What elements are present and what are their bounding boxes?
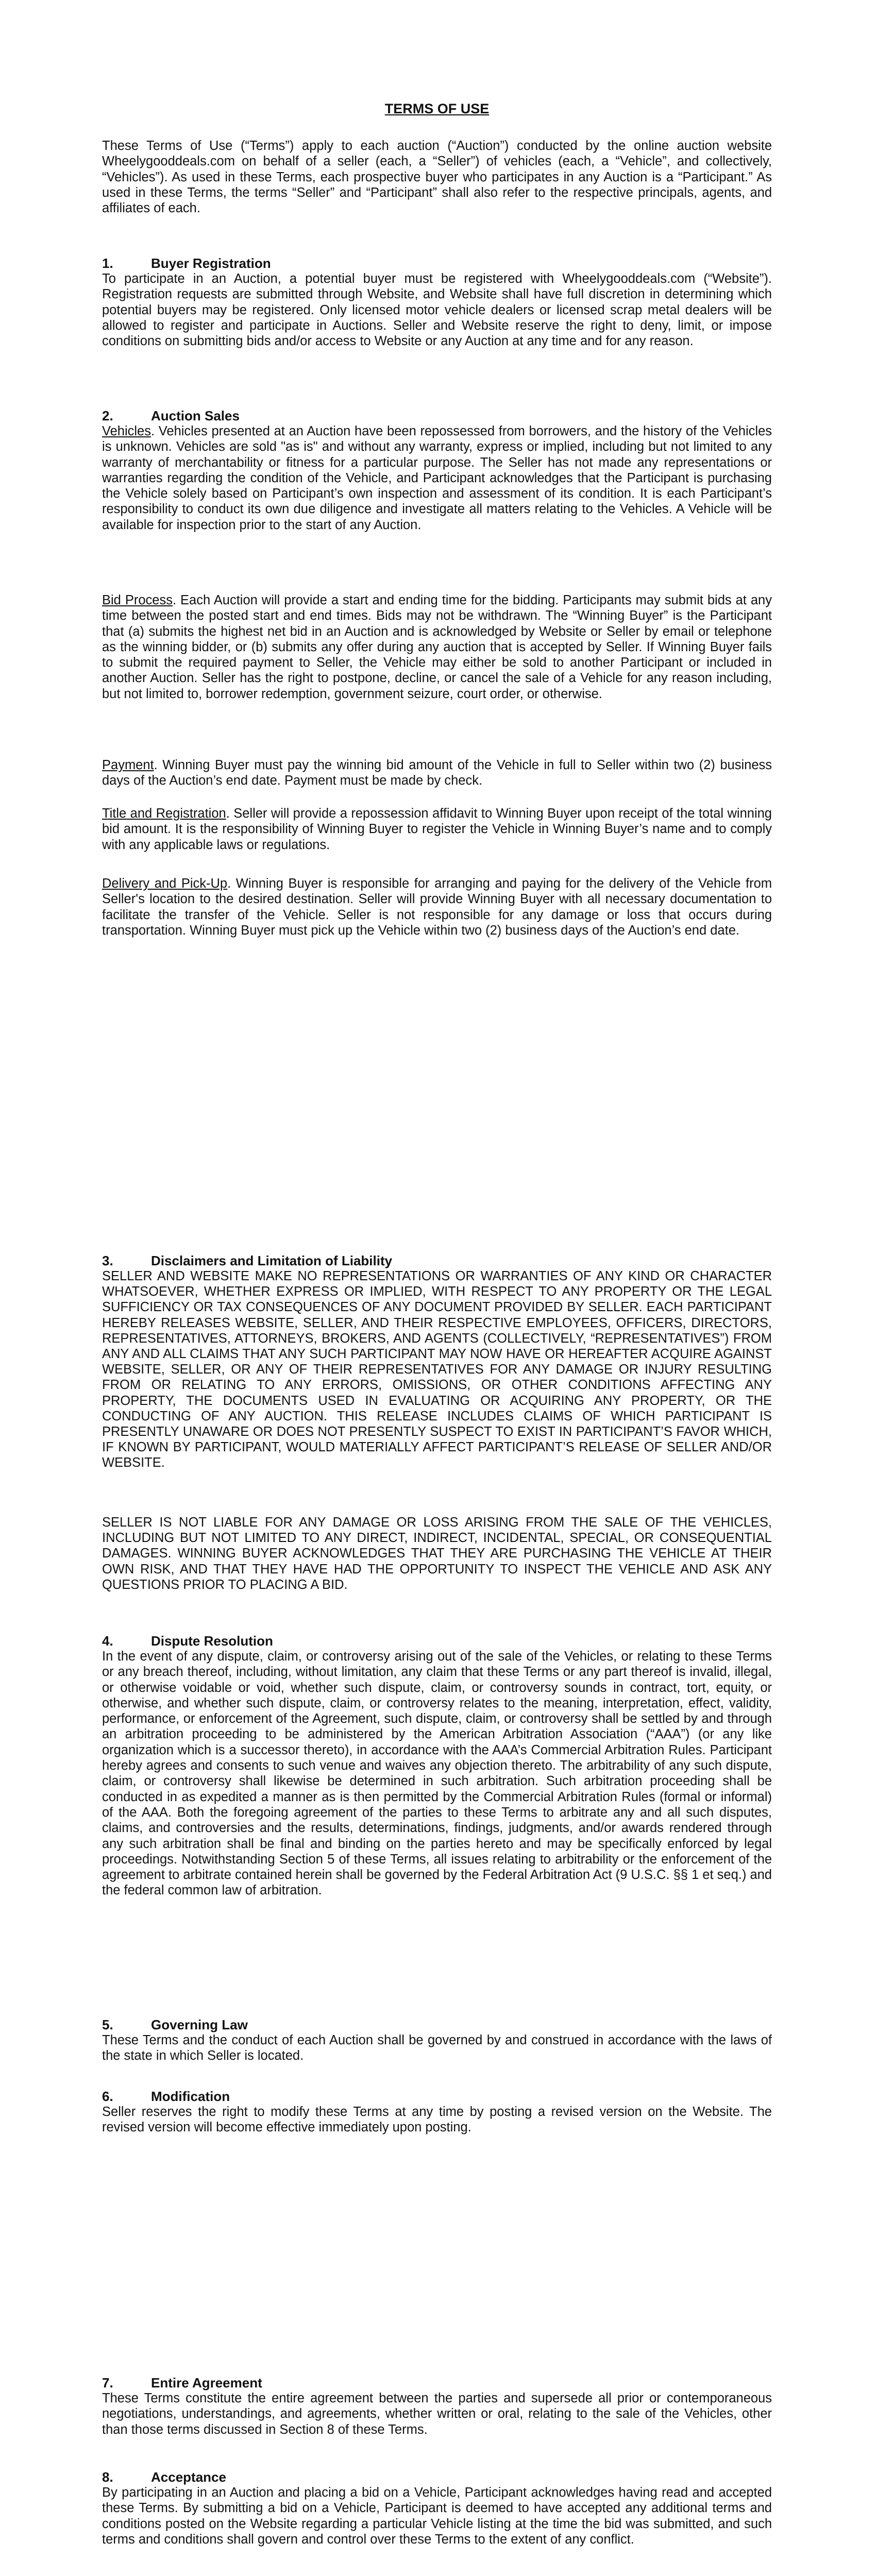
section-title: Disclaimers and Limitation of Liability	[151, 1253, 393, 1268]
section-disclaimers	[102, 1253, 772, 1471]
section-number: 1.	[102, 256, 113, 271]
section-heading	[102, 1633, 772, 1649]
subheading-title-registration: Title and Registration	[102, 806, 226, 821]
title-registration-text: . Seller will provide a repossession affidavit to Winning Buyer upon receipt of the total winning bid amount. It is the responsibility of Winning Buyer to register the Vehicle in Winning Buyer’s name and to comply with any applicable laws or regulations.	[102, 806, 772, 852]
subheading-vehicles: Vehicles	[102, 424, 151, 438]
vehicles-text: . Vehicles presented at an Auction have been repossessed from borrowers, and the history of the Vehicles is unknown. Vehicles are sold "as is" and without any warranty, express or implied, including but not limited to any warranty of merchantability or fitness for a particular purpose. The Seller has not made any representations or warranties regarding the condition of the Vehicle, and Participant acknowledges that the Participant is purchasing the Vehicle solely based on Participant’s own inspection and assessment of its condition. It is each Participant’s responsibility to conduct its own due diligence and investigate all matters relating to the Vehicles. A Vehicle will be available for inspection prior to the start of any Auction.	[102, 424, 772, 532]
section-heading	[102, 408, 772, 423]
section-heading	[102, 2375, 772, 2391]
bid-process-paragraph	[102, 592, 772, 702]
section-heading	[102, 256, 772, 271]
section-governing-law	[102, 2017, 772, 2064]
delivery-subsection	[102, 876, 772, 938]
bid-process-subsection	[102, 592, 772, 702]
section-number: 5.	[102, 2017, 113, 2032]
section-title: Governing Law	[151, 2017, 248, 2032]
payment-text: . Winning Buyer must pay the winning bid amount of the Vehicle in full to Seller within two (2) business days of the Auction’s end date. Payment must be made by check.	[102, 758, 772, 788]
section-body: These Terms and the conduct of each Auction shall be governed by and construed in accordance with the laws of the state in which Seller is located.	[102, 2033, 772, 2063]
intro-section	[102, 138, 772, 216]
section-number: 2.	[102, 408, 113, 423]
section-body: These Terms constitute the entire agreement between the parties and supersede all prior or contemporaneous negotiations, understandings, and agreements, whether written or oral, relating to the sale of the Vehicles, other than those terms discussed in Section 8 of these Terms.	[102, 2391, 772, 2437]
section-auction-sales	[102, 408, 772, 533]
title-registration-paragraph	[102, 806, 772, 853]
vehicles-paragraph	[102, 423, 772, 533]
section-dispute-resolution	[102, 1633, 772, 1899]
subheading-bid-process: Bid Process	[102, 593, 173, 607]
disclaimer-paragraph-1: SELLER AND WEBSITE MAKE NO REPRESENTATIONS OR WARRANTIES OF ANY KIND OR CHARACTER WHATSOEVER, WHETHER EXPRESS OR IMPLIED, WITH RESPECT TO ANY PROPERTY OR THE LEGAL SUFFICIENCY OR TAX CONSEQUENCES OF ANY DOCUMENT PROVIDED BY SELLER. EACH PARTICIPANT HEREBY RELEASES WEBSITE, SELLER, AND THEIR RESPECTIVE EMPLOYEES, OFFICERS, DIRECTORS, REPRESENTATIVES, ATTORNEYS, BROKERS, AND AGENTS (COLLECTIVELY, “REPRESENTATIVES”) FROM ANY AND ALL CLAIMS THAT ANY SUCH PARTICIPANT MAY NOW HAVE OR HEREAFTER ACQUIRE AGAINST WEBSITE, SELLER, OR ANY OF THEIR REPRESENTATIVES FOR ANY DAMAGE OR INJURY RESULTING FROM OR RELATING TO ANY ERRORS, OMISSIONS, OR OTHER CONDITIONS AFFECTING ANY PROPERTY, THE DOCUMENTS USED IN EVALUATING OR ACQUIRING ANY PROPERTY, OR THE CONDUCTING OF ANY AUCTION. THIS RELEASE INCLUDES CLAIMS OF WHICH PARTICIPANT IS PRESENTLY UNAWARE OR DOES NOT PRESENTLY SUSPECT TO EXIST IN PARTICIPANT’S FAVOR WHICH, IF KNOWN BY PARTICIPANT, WOULD MATERIALLY AFFECT PARTICIPANT’S RELEASE OF SELLER AND/OR WEBSITE.	[102, 1269, 772, 1470]
section-heading	[102, 2469, 772, 2485]
section-heading	[102, 2017, 772, 2032]
subheading-delivery-pickup: Delivery and Pick-Up	[102, 876, 228, 891]
section-title: Auction Sales	[151, 408, 240, 423]
section-title: Modification	[151, 2089, 230, 2104]
section-heading	[102, 2089, 772, 2104]
intro-paragraph: These Terms of Use (“Terms”) apply to each auction (“Auction”) conducted by the online auction website Wheelygooddeals.com on behalf of a seller (each, a “Seller”) of vehicles (each, a “Vehicle”, and collectively, “Vehicles”). As used in these Terms, each prospective buyer who participates in any Auction is a “Participant.” As used in these Terms, the terms “Seller” and “Participant” shall also refer to the respective principals, agents, and affiliates of each.	[102, 139, 772, 216]
payment-paragraph	[102, 757, 772, 789]
payment-subsection	[102, 757, 772, 789]
delivery-paragraph	[102, 876, 772, 938]
title-registration-subsection	[102, 806, 772, 853]
bid-process-text: . Each Auction will provide a start and ending time for the bidding. Participants may submit bids at any time between the posted start and end times. Bids may not be withdrawn. The “Winning Buyer” is the Participant that (a) submits the highest net bid in an Auction and is acknowledged by Website or Seller by email or telephone as the winning bidder, or (b) submits any offer during any auction that is accepted by Seller. If Winning Buyer fails to submit the required payment to Seller, the Vehicle may either be sold to another Participant or included in another Auction. Seller has the right to postpone, decline, or cancel the sale of a Vehicle for any reason including, but not limited to, borrower redemption, government seizure, court order, or otherwise.	[102, 593, 772, 701]
section-title: Entire Agreement	[151, 2375, 262, 2391]
section-title: Buyer Registration	[151, 256, 271, 271]
section-heading	[102, 1253, 772, 1268]
section-body: To participate in an Auction, a potential buyer must be registered with Wheelygooddeals.com (“Website”). Registration requests are submitted through Website, and Website shall have full discretion in determining which potential buyers may be registered. Only licensed motor vehicle dealers or licensed scrap metal dealers will be allowed to register and participate in Auctions. Seller and Website reserve the right to deny, limit, or impose conditions on submitting bids and/or access to Website or any Auction at any time and for any reason.	[102, 272, 772, 349]
delivery-text: . Winning Buyer is responsible for arranging and paying for the delivery of the Vehicle from Seller's location to the desired destination. Seller will provide Winning Buyer with all necessary documentation to facilitate the transfer of the Vehicle. Seller is not responsible for any damage or loss that occurs during transportation. Winning Buyer must pick up the Vehicle within two (2) business days of the Auction’s end date.	[102, 876, 772, 938]
section-title: Dispute Resolution	[151, 1633, 273, 1649]
section-number: 3.	[102, 1253, 113, 1268]
section-number: 6.	[102, 2089, 113, 2104]
section-number: 8.	[102, 2469, 113, 2485]
section-body: Seller reserves the right to modify these Terms at any time by posting a revised version on the Website. The revised version will become effective immediately upon posting.	[102, 2105, 772, 2135]
disclaimer-paragraph-2: SELLER IS NOT LIABLE FOR ANY DAMAGE OR LOSS ARISING FROM THE SALE OF THE VEHICLES, INCLUDING BUT NOT LIMITED TO ANY DIRECT, INDIRECT, INCIDENTAL, SPECIAL, OR CONSEQUENTIAL DAMAGES. WINNING BUYER ACKNOWLEDGES THAT THEY ARE PURCHASING THE VEHICLE AT THEIR OWN RISK, AND THAT THEY HAVE HAD THE OPPORTUNITY TO INSPECT THE VEHICLE AND ASK ANY QUESTIONS PRIOR TO PLACING A BID.	[102, 1515, 772, 1592]
section-entire-agreement	[102, 2375, 772, 2437]
section-body: By participating in an Auction and placing a bid on a Vehicle, Participant acknowledges having read and accepted these Terms. By submitting a bid on a Vehicle, Participant is deemed to have accepted any additional terms and conditions posted on the Website regarding a particular Vehicle listing at the time the bid was submitted, and such terms and conditions shall govern and control over these Terms to the extent of any conflict.	[102, 2485, 772, 2547]
liability-subsection	[102, 1515, 772, 1592]
section-modification	[102, 2089, 772, 2136]
section-buyer-registration	[102, 256, 772, 349]
section-body: In the event of any dispute, claim, or controversy arising out of the sale of the Vehicles, or relating to these Terms or any breach thereof, including, without limitation, any claim that these Terms or any part thereof is invalid, illegal, or otherwise voidable or void, whether such dispute, claim, or controversy sounds in contract, tort, equity, or otherwise, and whether such dispute, claim, or controversy relates to the meaning, interpretation, effect, validity, performance, or enforcement of the Agreement, such dispute, claim, or controversy shall be settled by and through an arbitration proceeding to be administered by the American Arbitration Association (“AAA”) (or any like organization which is a successor thereto), in accordance with the AAA’s Commercial Arbitration Rules. Participant hereby agrees and consents to such venue and waives any objection thereto. The arbitrability of any such dispute, claim, or controversy shall likewise be determined in such arbitration. Such arbitration proceeding shall be conducted in as expedited a manner as is then permitted by the Commercial Arbitration Rules (formal or informal) of the AAA. Both the foregoing agreement of the parties to these Terms to arbitrate any and all such disputes, claims, and controversies and the results, determinations, findings, judgments, and/or awards rendered through any such arbitration shall be final and binding on the parties hereto and may be specifically enforced by legal proceedings. Notwithstanding Section 5 of these Terms, all issues relating to arbitrability or the enforcement of the agreement to arbitrate contained herein shall be governed by the Federal Arbitration Act (9 U.S.C. §§ 1 et seq.) and the federal common law of arbitration.	[102, 1649, 772, 1898]
subheading-payment: Payment	[102, 758, 154, 772]
section-number: 7.	[102, 2375, 113, 2391]
section-title: Acceptance	[151, 2469, 226, 2485]
section-acceptance	[102, 2469, 772, 2547]
document-title: TERMS OF USE	[384, 101, 490, 116]
section-number: 4.	[102, 1633, 113, 1649]
